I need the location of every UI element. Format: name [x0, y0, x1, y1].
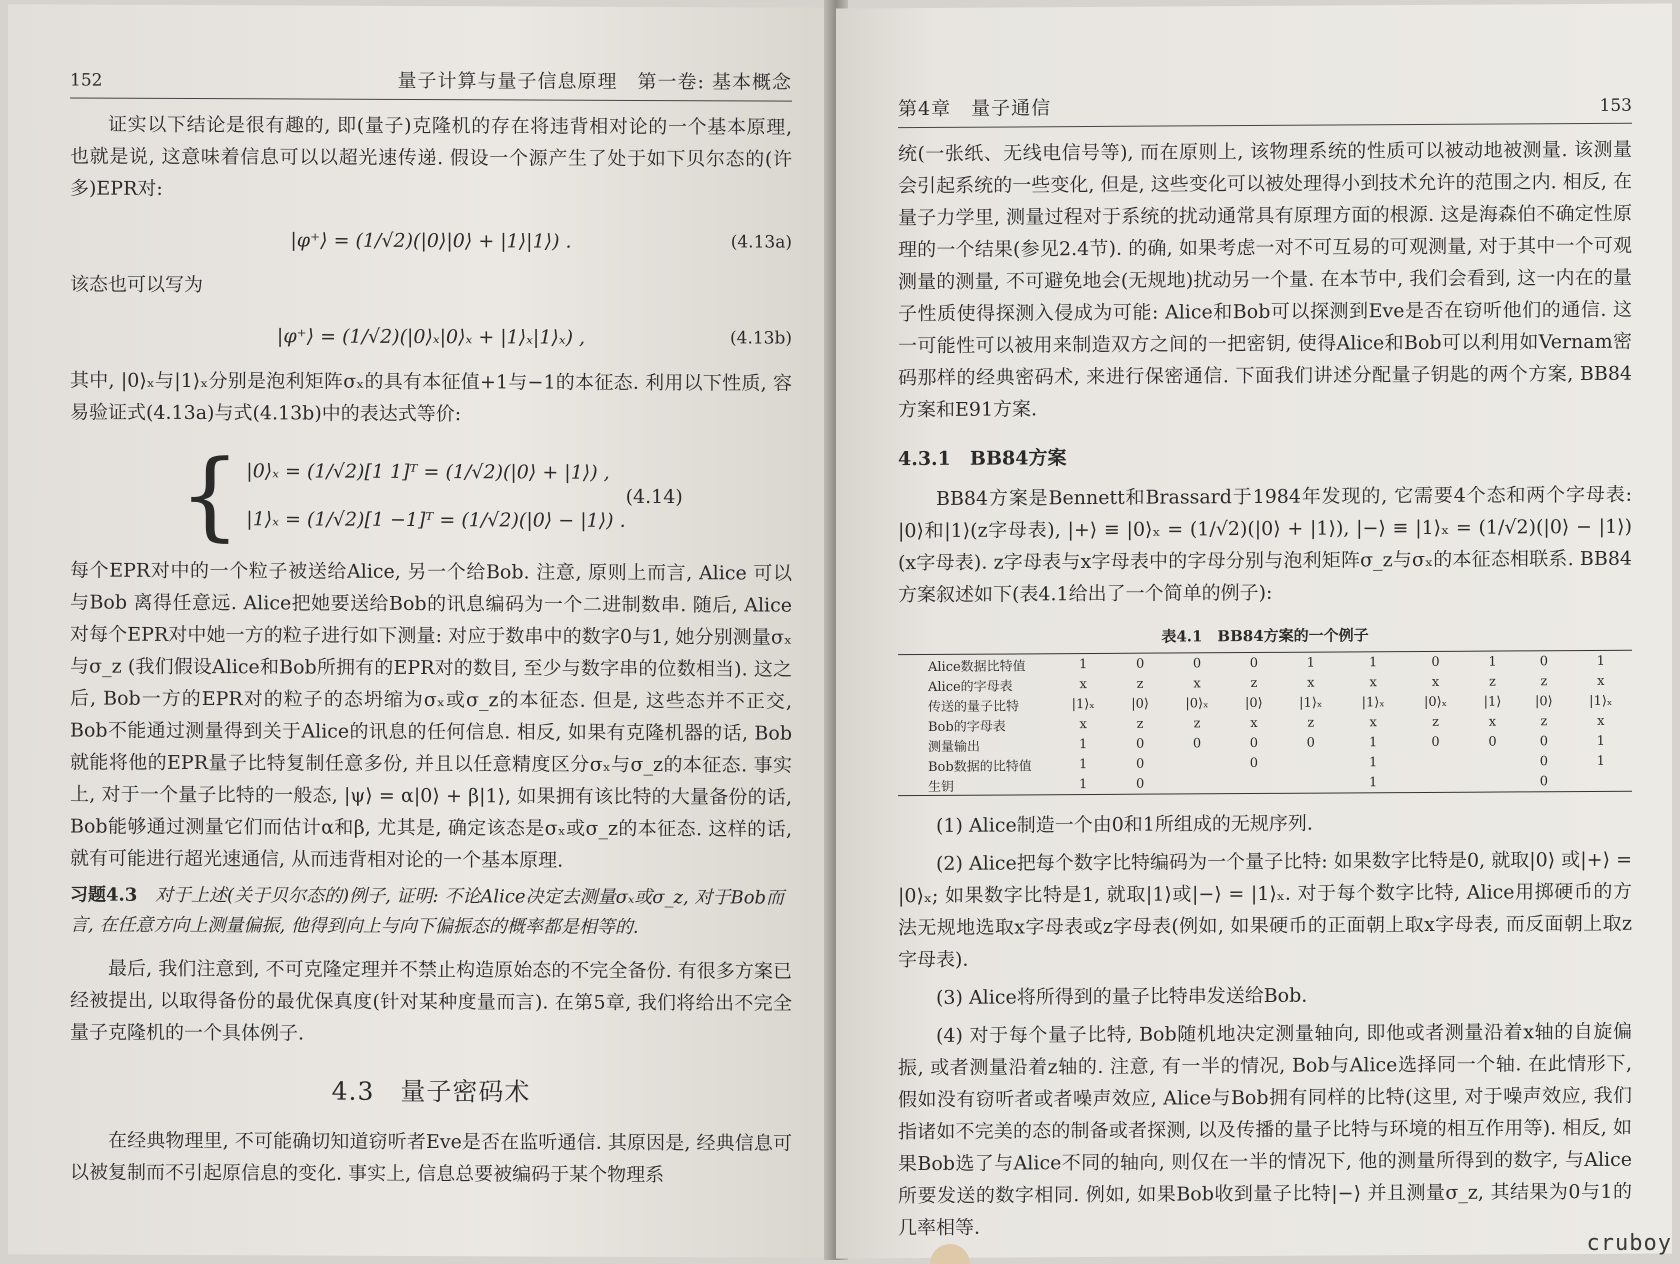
table-cell: 0 [1488, 734, 1497, 750]
step-2: (2) Alice把每个数字比特编码为一个量子比特: 如果数字比特是0, 就取|0⟩ 或|+⟩ = |0⟩ₓ; 如果数字比特是1, 就取|1⟩或|−⟩ = |1⟩ₓ. 对于每个数字比特, Alice用掷硬币的方法无规地选取x字母表或z字母表(例如, 如果硬币的正面朝上取x字母表, 而反面朝上取z字母表). [898, 848, 1632, 972]
table-cell: 1 [1369, 654, 1378, 670]
watermark: cruboy [1586, 1231, 1672, 1256]
left-page-number: 152 [70, 70, 103, 91]
table-cell: 1 [1369, 754, 1378, 770]
table-row [898, 771, 1632, 796]
table-cell [1404, 772, 1466, 793]
step-1: (1) Alice制造一个由0和1所组成的无规序列. [936, 812, 1313, 837]
brace-glyph: { [179, 438, 241, 552]
exercise-label: 习题4.3 [70, 884, 138, 906]
table-cell: 1 [1596, 753, 1605, 769]
equation-4-13a-number: (4.13a) [730, 232, 792, 253]
table-cell: x [1193, 675, 1201, 691]
table-cell: 0 [1135, 736, 1145, 752]
equation-4-13a-body: |φ⁺⟩ = (1/√2)(|0⟩|0⟩ + |1⟩|1⟩) . [290, 229, 572, 253]
table-cell: 0 [1539, 753, 1549, 769]
bb84-steps [898, 806, 1632, 1244]
table-cell: x [1079, 676, 1087, 692]
table-cell: z [1193, 715, 1201, 731]
table-cell: x [1488, 714, 1497, 730]
table-cell: |0⟩ₓ [1423, 694, 1448, 710]
equation-4-13b-body: |φ⁺⟩ = (1/√2)(|0⟩ₓ|0⟩ₓ + |1⟩ₓ|1⟩ₓ) , [276, 325, 586, 349]
table-row-label: 测量输出 [928, 739, 981, 755]
table-cell: z [1136, 716, 1144, 732]
table-cell: x [1431, 674, 1440, 690]
table-cell: |0⟩ [1131, 696, 1149, 712]
table-caption: 表4.1 BB84方案的一个例子 [1161, 626, 1369, 646]
table-cell: 0 [1135, 776, 1145, 792]
exercise-text: 对于上述(关于贝尔态的)例子, 证明: 不论Alice决定去测量σₓ或σ_z, 对于Bob而言, 在任意方向上测量偏振, 他得到向上与向下偏振态的概率都是相等的. [70, 884, 785, 938]
table-cell: 1 [1488, 654, 1497, 670]
table-cell: z [1250, 675, 1258, 691]
table-cell: 1 [1079, 736, 1088, 752]
table-cell: z [1307, 715, 1315, 731]
subsection-title: 4.3.1 BB84方案 [898, 447, 1067, 471]
equation-4-13b-number: (4.13b) [730, 328, 792, 349]
left-page-header-title: 量子计算与量子信息原理 第一卷: 基本概念 [397, 69, 792, 94]
table-cell [1280, 772, 1342, 793]
table-cell: |1⟩ₓ [1071, 696, 1095, 712]
table-cell: |0⟩ [1535, 693, 1553, 709]
table-row-label: Alice数据比特值 [928, 658, 1026, 675]
table-cell: 0 [1249, 655, 1259, 671]
table-cell: |1⟩ₓ [1589, 693, 1613, 709]
equation-4-14-lines [246, 447, 625, 545]
table-cell: z [1540, 713, 1548, 729]
table-row-label: 生钥 [928, 779, 955, 795]
table-cell: x [1079, 716, 1087, 732]
equation-4-14-number: (4.14) [625, 485, 683, 509]
table-cell: z [1540, 673, 1548, 689]
bb84-table-body [898, 650, 1632, 795]
table-cell: 0 [1539, 733, 1549, 749]
table-cell: |1⟩ₓ [1361, 694, 1385, 710]
right-paragraph-1: 统(一张纸、无线电信号等), 而在原则上, 该物理系统的性质可以被动地被测量. 该测量会引起系统的一些变化, 但是, 这些变化可以被处理得小到技术允许的范围之内. 相反, 在量子力学里, 测量过程对于系统的扰动通常具有原理方面的根源. 这是海森伯不确定性原理的一个结果(参见2.4节). 的确, 如果考虑一对不可互易的可观测量, 对于其中一个可观测量的测量, 不可避免地会(无规地)扰动另一个量. 在本节中, 我们会看到, 这一内在的量子性质使得探测入侵成为可能: Alice和Bob可以探测到Eve是否在窃听他们的通信. 这一可能性可以被用来制造双方之间的一把密钥, 使得Alice和Bob可以利用如Vernam密码那样的经典密码术, 来进行保密通信. 下面我们讲述分配量子钥匙的两个方案, BB84方案和E91方案. [898, 138, 1632, 422]
table-cell: 1 [1596, 733, 1605, 749]
table-cell: x [1369, 714, 1377, 730]
table-cell: 1 [1306, 655, 1315, 671]
table-cell [1404, 752, 1466, 772]
table-row-label: 传送的量子比特 [928, 698, 1020, 715]
table-cell: z [1432, 714, 1439, 730]
left-paragraph-1: 证实以下结论是很有趣的, 即(量子)克隆机的存在将违背相对论的一个基本原理, 也就是说, 这意味着信息可以以超光速传递. 假设一个源产生了处于如下贝尔态的(许多)EPR对: [70, 113, 792, 200]
table-row-label: Alice的字母表 [928, 678, 1013, 695]
table-cell: 0 [1135, 656, 1145, 672]
equation-4-13b [70, 306, 792, 367]
left-page [8, 4, 832, 1258]
table-cell: 1 [1369, 774, 1378, 790]
table-cell: |1⟩ₓ [1299, 695, 1323, 711]
exercise-4-3 [70, 880, 792, 943]
table-cell [1467, 771, 1518, 792]
left-paragraph-3: 其中, |0⟩ₓ与|1⟩ₓ分别是泡利矩阵σₓ的具有本征值+1与−1的本征态. 利用以下性质, 容易验证式(4.13a)与式(4.13b)中的表达式等价: [70, 369, 792, 426]
section-title: 4.3 量子密码术 [331, 1076, 531, 1107]
table-cell: x [1369, 674, 1377, 690]
table-cell [1228, 773, 1279, 794]
table-cell: 0 [1539, 773, 1549, 789]
table-cell: |0⟩ₓ [1185, 695, 1209, 711]
equation-4-13a [70, 210, 792, 271]
table-cell [1467, 751, 1518, 771]
table-cell: 0 [1249, 735, 1259, 751]
equation-4-14 [70, 434, 792, 557]
table-cell: z [1136, 676, 1144, 692]
equation-4-14-line-b: |1⟩ₓ = (1/√2)[1 −1]ᵀ = (1/√2)(|0⟩ − |1⟩) . [246, 508, 626, 532]
left-paragraph-2: 该态也可以写为 [70, 273, 204, 297]
table-cell: 0 [1135, 756, 1145, 772]
table-cell: 1 [1079, 776, 1088, 792]
table-cell: 1 [1596, 653, 1605, 669]
table-cell: 0 [1192, 655, 1202, 671]
right-page-header-title: 第4章 量子通信 [898, 97, 1052, 121]
right-paragraph-2: BB84方案是Bennett和Brassard于1984年发现的, 它需要4个态和两个字母表: |0⟩和|1⟩(z字母表), |+⟩ ≡ |0⟩ₓ = (1/√2)(|0⟩ + |1⟩), |−⟩ ≡ |1⟩ₓ = (1/√2)(|0⟩ − |1⟩)(x字母表). z字母表与x字母表中的字母分别与泡利矩阵σ_z与σₓ的本征态相联系. BB84方案叙述如下(表4.1给出了一个简单的例子): [898, 483, 1632, 607]
right-page-header [898, 90, 1632, 128]
table-row-label: Bob的字母表 [928, 719, 1006, 735]
table-cell: x [1597, 713, 1605, 729]
left-paragraph-6: 在经典物理里, 不可能确切知道窃听者Eve是否在监听通信. 其原因是, 经典信息可以被复制而不引起原信息的变化. 事实上, 信息总要被编码于某个物理系 [70, 1129, 792, 1187]
table-cell: 0 [1431, 654, 1440, 670]
table-cell: x [1597, 673, 1605, 689]
table-cell: 0 [1306, 735, 1315, 751]
table-cell: x [1250, 715, 1258, 731]
left-paragraph-4: 每个EPR对中的一个粒子被送给Alice, 另一个给Bob. 注意, 原则上而言, Alice 可以与Bob 离得任意远. Alice把她要送给Bob的讯息编码为一个二进制数串. 随后, Alice对每个EPR对中她一方的粒子进行如下测量: 对应于数串中的数字0与1, 她分别测量σₓ与σ_z (我们假设Alice和Bob所拥有的EPR对的数目, 至少与数字串的位数相当). 这之后, Bob一方的EPR对的粒子的态坍缩为σₓ或σ_z的本征态. 但是, 这些态并不正交, Bob不能通过测量得到关于Alice的讯息的任何信息. 相反, 如果有克隆机器的话, Bob就能将他的EPR量子比特复制任意多份, 并且以任意精度区分σₓ与σ_z的本征态. 事实上, 对于一个量子比特的一般态, |ψ⟩ = α|0⟩ + β|1⟩, 如果拥有该比特的大量备份的话, Bob能够通过测量它们而估计α和β, 尤其是, 确定该态是σₓ或σ_z的本征态. 这样的话, 就有可能进行超光速通信, 从而违背相对论的一个基本原理. [70, 559, 792, 872]
table-row-label: Bob数据的比特值 [928, 758, 1032, 775]
right-page [836, 3, 1672, 1258]
step-3: (3) Alice将所得到的量子比特串发送给Bob. [936, 984, 1308, 1009]
equation-4-14-line-a: |0⟩ₓ = (1/√2)[1 1]ᵀ = (1/√2)(|0⟩ + |1⟩) , [246, 460, 610, 484]
table-cell [1166, 753, 1228, 773]
table-cell [1570, 771, 1632, 792]
left-paragraph-5: 最后, 我们注意到, 不可克隆定理并不禁止构造原始态的不完全备份. 有很多方案已经被提出, 以取得备份的最优保真度(针对某种度量而言). 在第5章, 我们将给出不完全量子克隆机的一个具体例子. [70, 957, 792, 1045]
table-cell: |1⟩ [1483, 693, 1502, 710]
table-cell: 0 [1431, 734, 1440, 750]
right-page-number: 153 [1599, 95, 1632, 116]
table-cell: 0 [1249, 755, 1259, 771]
table-cell: |0⟩ [1245, 695, 1263, 711]
table-cell: z [1489, 674, 1496, 690]
table-cell: 1 [1079, 656, 1088, 672]
bb84-table [898, 650, 1632, 796]
table-cell [1166, 773, 1228, 794]
step-4: (4) 对于每个量子比特, Bob随机地决定测量轴向, 即他或者测量沿着x轴的自旋偏振, 或者测量沿着z轴的. 注意, 有一半的情况, Bob与Alice选择同一个轴. 在此情形下, 假如没有窃听者或者噪声效应, Alice与Bob拥有同样的比特(这里, 对于噪声效应, 我们指诸如不完美的态的制备或者探测, 以及传播的量子比特与环境的相互作用等). 相反, 如果Bob选了与Alice不同的轴向, 则仅在一半的情况下, 他的测量所得到的数字, 与Alice所要发送的数字相同. 例如, 如果Bob收到量子比特|−⟩ 并且测量σ_z, 其结果为0与1的几率相等. [898, 1020, 1632, 1240]
table-cell: 0 [1539, 653, 1549, 669]
table-cell [1280, 752, 1342, 772]
table-cell: 1 [1079, 756, 1088, 772]
table-cell: 0 [1192, 735, 1202, 751]
table-cell: x [1307, 675, 1315, 691]
left-page-header [70, 64, 792, 101]
table-cell: 1 [1369, 734, 1378, 750]
